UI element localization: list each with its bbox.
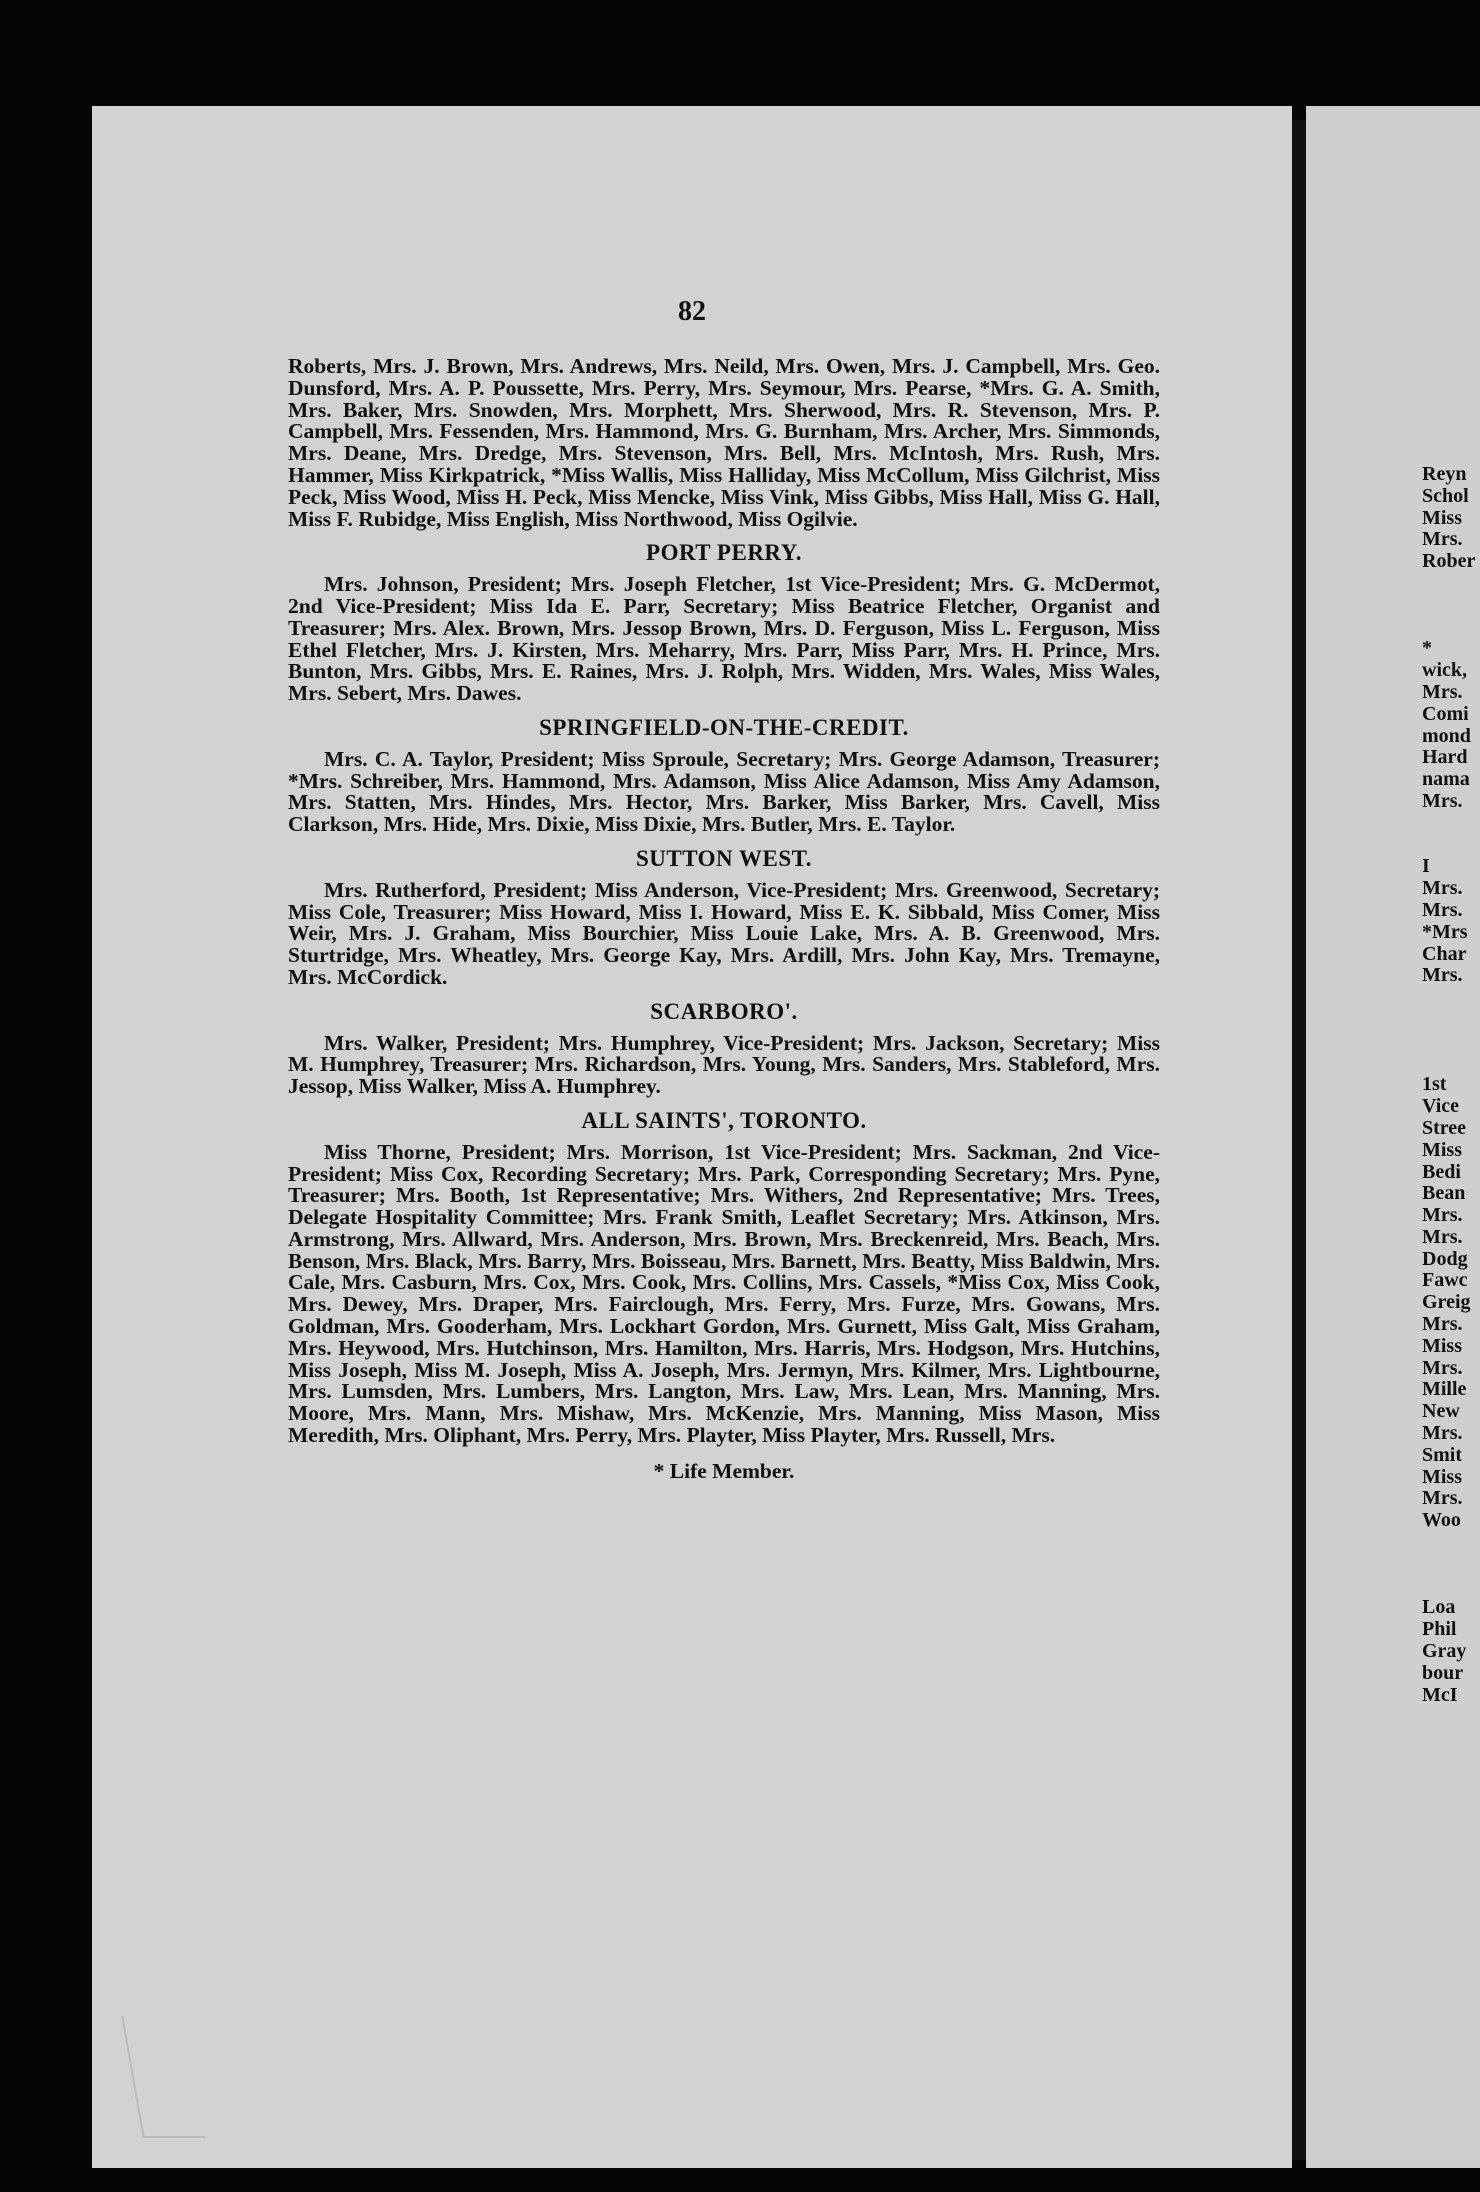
book-gutter — [1292, 120, 1306, 2160]
section-body-springfield: Mrs. C. A. Taylor, President; Miss Sproule, Secretary; Mrs. George Adamson, Treasurer; *Mrs. Schreiber, Mrs. Hammond, Mrs. Adamson, Miss Alice Adamson, Miss Amy Adamson, Mrs. Statten, Mrs. Hindes, Mrs. Hector, Mrs. Barker, Miss Barker, Mrs. Cavell, Miss Clarkson, Mrs. Hide, Mrs. Dixie, Miss Dixie, Mrs. Butler, Mrs. E. Taylor. — [288, 746, 1160, 837]
footnote: * Life Member. — [653, 1458, 795, 1483]
facing-page-text: Reyn Schol Miss Mrs. Rober * wick, Mrs. Comi mond Hard nama Mrs. I Mrs. Mrs. *Mrs Char Mrs. 1st Vice Stree Miss Bedi Bean Mrs. Mrs. Dodg Fawc Greig Mrs. Miss Mrs. Mille New Mrs. Smit Miss Mrs. Woo Loa Phil Gray bour McI — [1422, 463, 1476, 1706]
section-heading-port-perry: PORT PERRY. — [646, 540, 802, 566]
section-body-sutton-west: Mrs. Rutherford, President; Miss Anderson, Vice-President; Mrs. Greenwood, Secretary; Miss Cole, Treasurer; Miss Howard, Miss I. Howard, Miss E. K. Sibbald, Miss Comer, Miss Weir, Mrs. J. Graham, Miss Bourchier, Miss Louie Lake, Mrs. A. B. Greenwood, Mrs. Sturtridge, Mrs. Wheatley, Mrs. George Kay, Mrs. Ardill, Mrs. John Kay, Mrs. Tremayne, Mrs. McCordick. — [288, 877, 1160, 989]
section-heading-all-saints: ALL SAINTS', TORONTO. — [581, 1107, 867, 1133]
facing-page — [1306, 106, 1480, 2168]
opening-paragraph: Roberts, Mrs. J. Brown, Mrs. Andrews, Mrs. Neild, Mrs. Owen, Mrs. J. Campbell, Mrs. Geo. Dunsford, Mrs. A. P. Poussette, Mrs. Perry, Mrs. Seymour, Mrs. Pearse, *Mrs. G. A. Smith, Mrs. Baker, Mrs. Snowden, Mrs. Morphett, Mrs. Sherwood, Mrs. R. Stevenson, Mrs. P. Campbell, Mrs. Fessenden, Mrs. Hammond, Mrs. G. Burnham, Mrs. Archer, Mrs. Simmonds, Mrs. Deane, Mrs. Dredge, Mrs. Stevenson, Mrs. Bell, Mrs. McIntosh, Mrs. Rush, Mrs. Hammer, Miss Kirkpatrick, *Miss Wallis, Miss Halliday, Miss McCollum, Miss Gilchrist, Miss Peck, Miss Wood, Miss H. Peck, Miss Mencke, Miss Vink, Miss Gibbs, Miss Hall, Miss G. Hall, Miss F. Rubidge, Miss English, Miss Northwood, Miss Ogilvie. — [288, 354, 1160, 531]
section-body-all-saints: Miss Thorne, President; Mrs. Morrison, 1st Vice-President; Mrs. Sackman, 2nd Vice-President; Miss Cox, Recording Secretary; Mrs. Park, Corresponding Secretary; Mrs. Pyne, Treasurer; Mrs. Booth, 1st Representative; Mrs. Withers, 2nd Representative; Mrs. Trees, Delegate Hospitality Committee; Mrs. Frank Smith, Leaflet Secretary; Mrs. Atkinson, Mrs. Armstrong, Mrs. Allward, Mrs. Anderson, Mrs. Brown, Mrs. Breckenreid, Mrs. Beach, Mrs. Benson, Mrs. Black, Mrs. Barry, Mrs. Boisseau, Mrs. Barnett, Mrs. Beatty, Miss Baldwin, Mrs. Cale, Mrs. Casburn, Mrs. Cox, Mrs. Cook, Mrs. Collins, Mrs. Cassels, *Miss Cox, Miss Cook, Mrs. Dewey, Mrs. Draper, Mrs. Fairclough, Mrs. Ferry, Mrs. Furze, Mrs. Gowans, Mrs. Goldman, Mrs. Gooderham, Mrs. Lockhart Gordon, Mrs. Gurnett, Miss Galt, Miss Graham, Mrs. Heywood, Mrs. Hutchinson, Mrs. Hamilton, Mrs. Harris, Mrs. Hodgson, Mrs. Hutchins, Miss Joseph, Miss M. Joseph, Miss A. Joseph, Mrs. Jermyn, Mrs. Kilmer, Mrs. Lightbourne, Mrs. Lumsden, Mrs. Lumbers, Mrs. Langton, Mrs. Law, Mrs. Lean, Mrs. Manning, Mrs. Moore, Mrs. Mann, Mrs. Mishaw, Mrs. McKenzie, Mrs. Manning, Miss Mason, Miss Meredith, Mrs. Oliphant, Mrs. Perry, Mrs. Playter, Miss Playter, Mrs. Russell, Mrs. — [288, 1139, 1160, 1448]
section-heading-springfield: SPRINGFIELD-ON-THE-CREDIT. — [539, 714, 909, 740]
section-body-scarboro: Mrs. Walker, President; Mrs. Humphrey, Vice-President; Mrs. Jackson, Secretary; Miss M. Humphrey, Treasurer; Mrs. Richardson, Mrs. Young, Mrs. Sanders, Mrs. Stableford, Mrs. Jessop, Miss Walker, Miss A. Humphrey. — [288, 1030, 1160, 1099]
page-corner-mark — [121, 2016, 205, 2138]
section-heading-scarboro: SCARBORO'. — [650, 998, 798, 1024]
page-content — [288, 356, 1160, 1483]
section-heading-sutton-west: SUTTON WEST. — [635, 845, 813, 871]
page-number: 82 — [678, 296, 706, 327]
section-body-port-perry: Mrs. Johnson, President; Mrs. Joseph Fletcher, 1st Vice-President; Mrs. G. McDermot, 2nd Vice-President; Miss Ida E. Parr, Secretary; Miss Beatrice Fletcher, Organist and Treasurer; Mrs. Alex. Brown, Mrs. Jessop Brown, Mrs. D. Ferguson, Miss L. Ferguson, Miss Ethel Fletcher, Mrs. J. Kirsten, Mrs. Meharry, Mrs. Parr, Miss Parr, Mrs. H. Prince, Mrs. Bunton, Mrs. Gibbs, Mrs. E. Raines, Mrs. J. Rolph, Mrs. Widden, Mrs. Wales, Miss Wales, Mrs. Sebert, Mrs. Dawes. — [288, 572, 1160, 706]
book-page — [92, 106, 1292, 2168]
